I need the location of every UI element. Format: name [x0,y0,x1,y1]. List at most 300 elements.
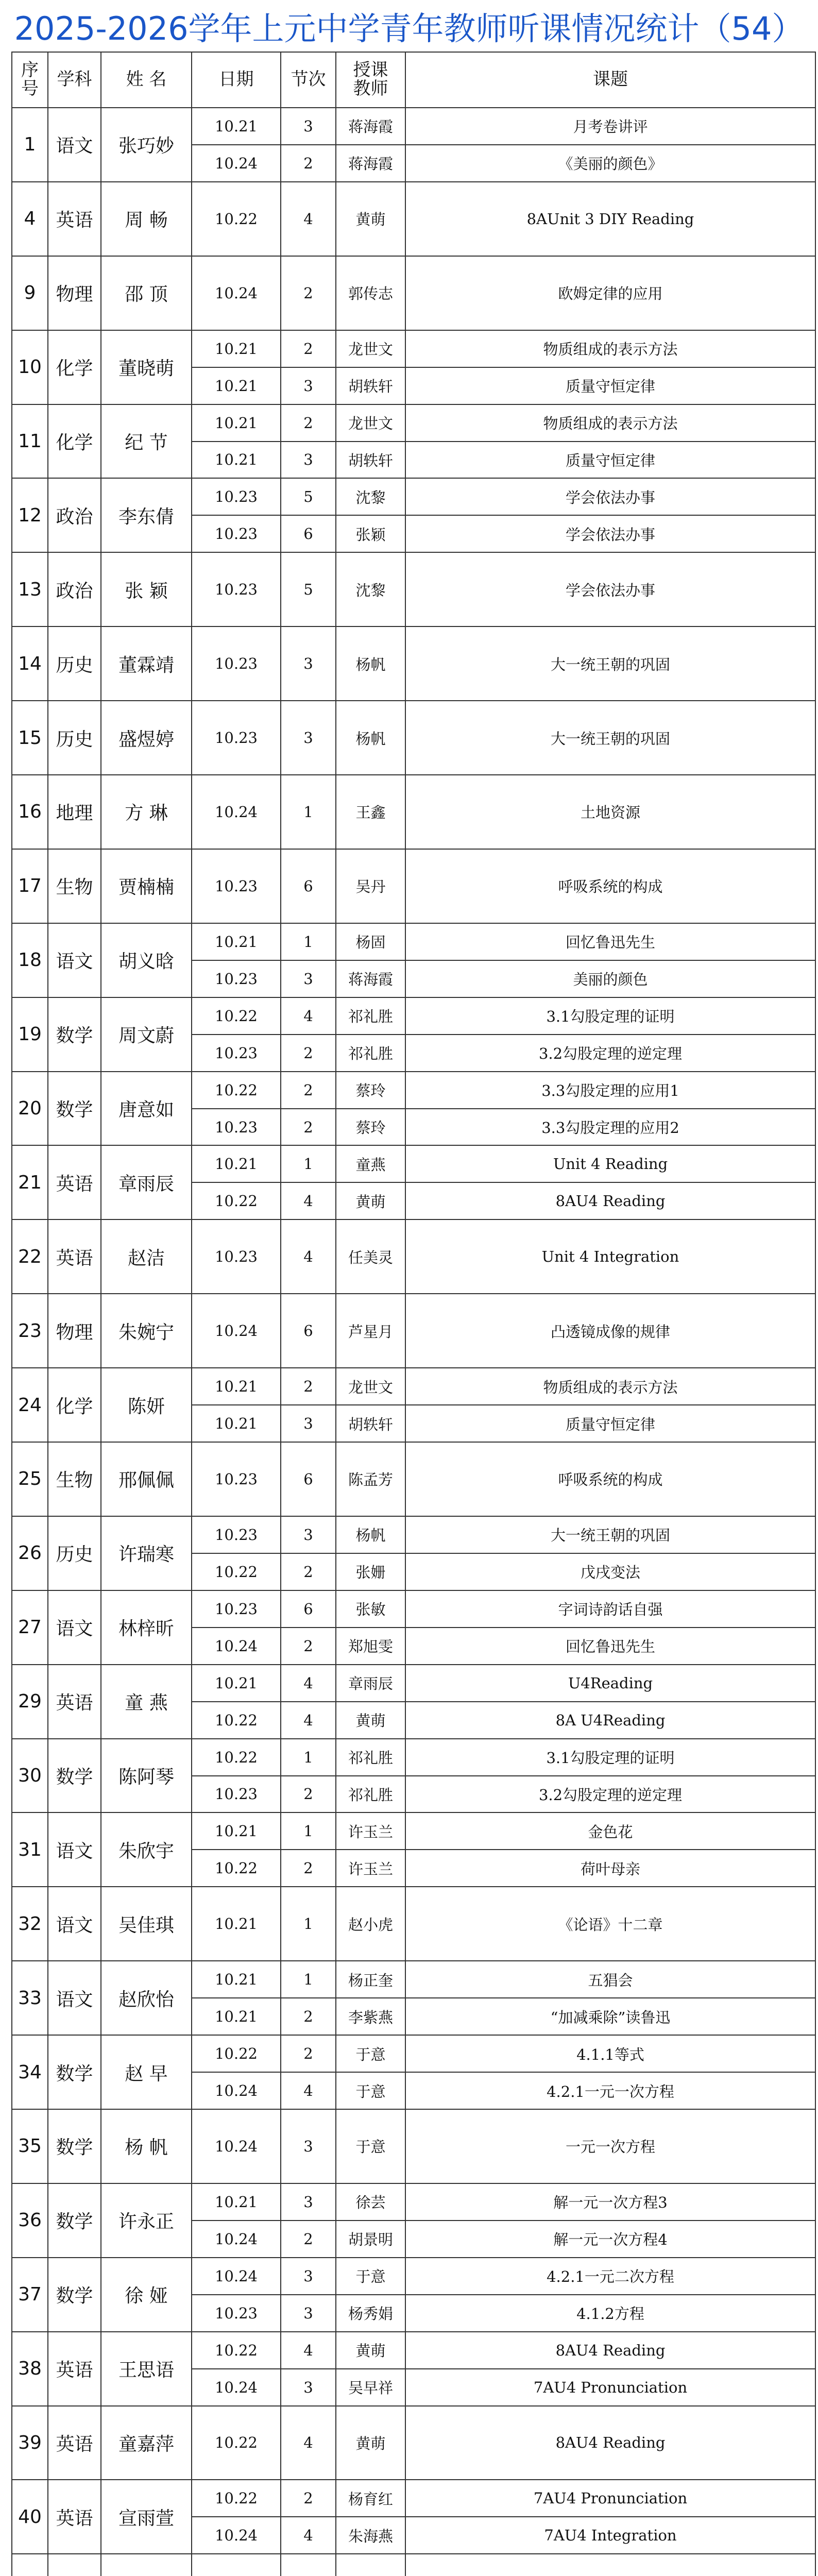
lecturer-cell: 蔡玲 [336,1109,405,1146]
date-cell: 10.23 [192,960,281,997]
period-cell: 4 [281,182,336,256]
lecturer-cell: 沈黎 [336,552,405,626]
subject-cell: 语文 [48,923,101,997]
teacher-name [101,2554,192,2576]
lecturer-cell: 章雨辰 [336,1665,405,1702]
topic-cell: Unit 4 Reading [405,1145,815,1182]
table-row [12,2406,815,2480]
topic-cell: 戊戌变法 [405,1553,815,1590]
topic-cell: 物质组成的表示方法 [405,330,815,367]
lecturer-cell: 杨帆 [336,1516,405,1553]
row-number: 40 [12,2480,48,2554]
period-cell: 3 [281,2258,336,2295]
period-cell: 3 [281,1516,336,1553]
row-number: 16 [12,775,48,849]
period-cell: 3 [281,626,336,701]
date-cell: 10.23 [192,626,281,701]
table-row [12,775,815,849]
table-row [12,2035,815,2072]
table-row [12,108,815,145]
date-cell: 10.21 [192,2183,281,2221]
lecturer-cell: 任美灵 [336,1219,405,1294]
lecturer-cell: 蔡玲 [336,1072,405,1109]
period-cell: 3 [281,2183,336,2221]
period-cell: 4 [281,1665,336,1702]
subject-cell: 语文 [48,108,101,182]
date-cell: 10.23 [192,849,281,923]
topic-cell: 8AUnit 3 DIY Reading [405,182,815,256]
lecturer-cell: 杨帆 [336,626,405,701]
lecturer-cell: 胡轶轩 [336,442,405,479]
period-cell: 3 [281,960,336,997]
date-cell: 10.22 [192,1072,281,1109]
date-cell: 10.24 [192,1294,281,1368]
topic-cell: 金色花 [405,1812,815,1850]
date-cell [192,2554,281,2576]
subject-cell: 英语 [48,1219,101,1294]
period-cell: 2 [281,330,336,367]
date-cell: 10.23 [192,1776,281,1813]
header-date: 日期 [192,52,281,108]
lecturer-cell: 杨固 [336,923,405,960]
table-row [12,849,815,923]
period-cell: 3 [281,2369,336,2406]
subject-cell [48,2554,101,2576]
date-cell: 10.23 [192,1516,281,1553]
lecturer-cell: 陈孟芳 [336,1442,405,1516]
subject-cell: 化学 [48,404,101,479]
table-row [12,1368,815,1405]
lecturer-cell: 赵小虎 [336,1887,405,1961]
period-cell: 5 [281,478,336,515]
date-cell: 10.22 [192,997,281,1035]
lecturer-cell: 吴丹 [336,849,405,923]
table-row [12,2258,815,2295]
topic-cell: 大一统王朝的巩固 [405,1516,815,1553]
topic-cell: 4.2.1一元一次方程 [405,2072,815,2109]
table-row [12,2480,815,2517]
lecturer-cell: 黄萌 [336,2406,405,2480]
table-row [12,182,815,256]
row-number: 25 [12,1442,48,1516]
teacher-name: 唐意如 [101,1072,192,1146]
teacher-name: 张巧妙 [101,108,192,182]
subject-cell: 物理 [48,256,101,330]
teacher-name: 赵洁 [101,1219,192,1294]
period-cell: 2 [281,1109,336,1146]
subject-cell: 历史 [48,701,101,775]
lecturer-cell: 张姗 [336,1553,405,1590]
topic-cell: 呼吸系统的构成 [405,849,815,923]
lecturer-cell: 蒋海霞 [336,108,405,145]
topic-cell: 3.3勾股定理的应用1 [405,1072,815,1109]
topic-cell: 质量守恒定律 [405,367,815,404]
lecturer-cell: 胡轶轩 [336,1405,405,1442]
date-cell: 10.21 [192,1665,281,1702]
topic-cell: 呼吸系统的构成 [405,1442,815,1516]
date-cell: 10.21 [192,367,281,404]
date-cell: 10.23 [192,552,281,626]
date-cell: 10.21 [192,1405,281,1442]
subject-cell: 数学 [48,2258,101,2332]
lecturer-cell: 黄萌 [336,182,405,256]
period-cell: 3 [281,108,336,145]
subject-cell: 数学 [48,2035,101,2109]
row-number: 22 [12,1219,48,1294]
row-number: 24 [12,1368,48,1442]
row-number: 26 [12,1516,48,1590]
table-row [12,1442,815,1516]
lecturer-cell: 郑旭雯 [336,1628,405,1665]
date-cell: 10.22 [192,1182,281,1219]
subject-cell: 语文 [48,1812,101,1887]
subject-cell: 英语 [48,2332,101,2406]
header-subject: 学科 [48,52,101,108]
teacher-name: 董晓萌 [101,330,192,404]
period-cell: 2 [281,1850,336,1887]
topic-cell: 3.2勾股定理的逆定理 [405,1035,815,1072]
period-cell: 3 [281,442,336,479]
period-cell: 3 [281,701,336,775]
table-row [12,552,815,626]
header-no: 序号 [12,52,48,108]
table-row [12,330,815,367]
subject-cell: 生物 [48,849,101,923]
teacher-name: 周 畅 [101,182,192,256]
date-cell: 10.24 [192,2109,281,2183]
subject-cell: 英语 [48,2480,101,2554]
topic-cell: 字词诗韵话自强 [405,1590,815,1628]
row-number: 19 [12,997,48,1072]
period-cell: 2 [281,145,336,182]
topic-cell [405,2554,815,2576]
teacher-name: 邢佩佩 [101,1442,192,1516]
row-number: 18 [12,923,48,997]
header-topic: 课题 [405,52,815,108]
lecturer-cell: 杨育红 [336,2480,405,2517]
topic-cell: 土地资源 [405,775,815,849]
lecturer-cell: 杨帆 [336,701,405,775]
lecturer-cell: 黄萌 [336,1182,405,1219]
row-number: 10 [12,330,48,404]
subject-cell: 语文 [48,1887,101,1961]
period-cell: 2 [281,256,336,330]
row-number: 39 [12,2406,48,2480]
period-cell: 3 [281,367,336,404]
date-cell: 10.22 [192,1739,281,1776]
period-cell: 6 [281,515,336,552]
teacher-name: 王思语 [101,2332,192,2406]
lecturer-cell: 许玉兰 [336,1812,405,1850]
statistics-table [11,52,816,2576]
topic-cell: 质量守恒定律 [405,1405,815,1442]
date-cell: 10.22 [192,1553,281,1590]
subject-cell: 语文 [48,1961,101,2035]
table-row [12,2332,815,2369]
subject-cell: 政治 [48,552,101,626]
period-cell: 4 [281,997,336,1035]
period-cell: 1 [281,923,336,960]
teacher-name: 许瑞寒 [101,1516,192,1590]
date-cell: 10.21 [192,404,281,442]
subject-cell: 化学 [48,1368,101,1442]
table-row [12,1294,815,1368]
topic-cell: 3.3勾股定理的应用2 [405,1109,815,1146]
date-cell: 10.21 [192,108,281,145]
period-cell: 1 [281,1887,336,1961]
topic-cell: 8AU4 Reading [405,2332,815,2369]
date-cell: 10.22 [192,1850,281,1887]
date-cell: 10.21 [192,442,281,479]
teacher-name: 方 琳 [101,775,192,849]
date-cell: 10.21 [192,1961,281,1998]
topic-cell: 物质组成的表示方法 [405,404,815,442]
teacher-name: 林梓昕 [101,1590,192,1665]
topic-cell: 学会依法办事 [405,478,815,515]
topic-cell: 4.2.1一元二次方程 [405,2258,815,2295]
date-cell: 10.21 [192,1998,281,2035]
date-cell: 10.22 [192,1702,281,1739]
date-cell: 10.22 [192,2480,281,2517]
teacher-name: 董霖靖 [101,626,192,701]
row-number: 4 [12,182,48,256]
lecturer-cell: 龙世文 [336,1368,405,1405]
topic-cell: “加减乘除”读鲁迅 [405,1998,815,2035]
table-row [12,1887,815,1961]
row-number: 32 [12,1887,48,1961]
row-number: 31 [12,1812,48,1887]
lecturer-cell: 许玉兰 [336,1850,405,1887]
period-cell: 2 [281,1072,336,1109]
row-number: 17 [12,849,48,923]
teacher-name: 朱婉宁 [101,1294,192,1368]
row-number: 36 [12,2183,48,2258]
lecturer-cell: 童燕 [336,1145,405,1182]
topic-cell: 欧姆定律的应用 [405,256,815,330]
row-number: 30 [12,1739,48,1813]
period-cell: 3 [281,1405,336,1442]
period-cell: 4 [281,2406,336,2480]
date-cell: 10.23 [192,478,281,515]
table-row [12,1665,815,1702]
row-number [12,2554,48,2576]
row-number: 1 [12,108,48,182]
subject-cell: 语文 [48,1590,101,1665]
period-cell: 6 [281,1442,336,1516]
subject-cell: 历史 [48,626,101,701]
teacher-name: 徐 娅 [101,2258,192,2332]
subject-cell: 生物 [48,1442,101,1516]
teacher-name: 陈阿琴 [101,1739,192,1813]
row-number: 14 [12,626,48,701]
lecturer-cell: 王鑫 [336,775,405,849]
table-row [12,478,815,515]
date-cell: 10.22 [192,182,281,256]
period-cell: 2 [281,404,336,442]
subject-cell: 英语 [48,1145,101,1219]
date-cell: 10.23 [192,1219,281,1294]
teacher-name: 李东倩 [101,478,192,552]
teacher-name: 朱欣宇 [101,1812,192,1887]
date-cell: 10.23 [192,1590,281,1628]
topic-cell: 质量守恒定律 [405,442,815,479]
subject-cell: 政治 [48,478,101,552]
row-number: 15 [12,701,48,775]
lecturer-cell: 于意 [336,2258,405,2295]
teacher-name: 吴佳琪 [101,1887,192,1961]
lecturer-cell: 于意 [336,2035,405,2072]
row-number: 34 [12,2035,48,2109]
period-cell: 2 [281,1035,336,1072]
row-number: 23 [12,1294,48,1368]
teacher-name: 赵 早 [101,2035,192,2109]
lecturer-cell: 杨秀娟 [336,2295,405,2332]
period-cell: 2 [281,1776,336,1813]
topic-cell: 一元一次方程 [405,2109,815,2183]
topic-cell: 《美丽的颜色》 [405,145,815,182]
teacher-name: 许永正 [101,2183,192,2258]
period-cell: 2 [281,2221,336,2258]
teacher-name: 周文蔚 [101,997,192,1072]
topic-cell: 8AU4 Reading [405,2406,815,2480]
row-number: 35 [12,2109,48,2183]
table-row [12,701,815,775]
period-cell: 4 [281,2517,336,2554]
teacher-name: 邵 顶 [101,256,192,330]
row-number: 11 [12,404,48,479]
topic-cell: 美丽的颜色 [405,960,815,997]
teacher-name: 张 颖 [101,552,192,626]
date-cell: 10.23 [192,1035,281,1072]
table-row [12,2554,815,2576]
topic-cell: 3.1勾股定理的证明 [405,1739,815,1776]
lecturer-cell: 蒋海霞 [336,960,405,997]
period-cell: 2 [281,2480,336,2517]
period-cell: 1 [281,1812,336,1850]
period-cell: 5 [281,552,336,626]
lecturer-cell: 祁礼胜 [336,1739,405,1776]
teacher-name: 杨 帆 [101,2109,192,2183]
lecturer-cell: 龙世文 [336,330,405,367]
date-cell: 10.22 [192,2406,281,2480]
period-cell: 1 [281,1145,336,1182]
table-row [12,1961,815,1998]
period-cell: 6 [281,1294,336,1368]
topic-cell: 3.2勾股定理的逆定理 [405,1776,815,1813]
lecturer-cell: 徐芸 [336,2183,405,2221]
table-row [12,1590,815,1628]
lecturer-cell: 李紫燕 [336,1998,405,2035]
period-cell: 4 [281,1182,336,1219]
date-cell: 10.21 [192,923,281,960]
teacher-name: 童嘉萍 [101,2406,192,2480]
lecturer-cell: 祁礼胜 [336,1035,405,1072]
lecturer-cell: 芦星月 [336,1294,405,1368]
period-cell: 3 [281,2295,336,2332]
date-cell: 10.23 [192,1442,281,1516]
page-title: 2025-2026学年上元中学青年教师听课情况统计（54） [14,9,804,47]
subject-cell: 英语 [48,1665,101,1739]
header-name: 姓 名 [101,52,192,108]
teacher-name: 陈妍 [101,1368,192,1442]
teacher-name: 盛煜婷 [101,701,192,775]
date-cell: 10.22 [192,2035,281,2072]
period-cell: 2 [281,1628,336,1665]
teacher-name: 童 燕 [101,1665,192,1739]
topic-cell: 回忆鲁迅先生 [405,923,815,960]
table-row [12,923,815,960]
topic-cell: 大一统王朝的巩固 [405,701,815,775]
row-number: 29 [12,1665,48,1739]
teacher-name: 章雨辰 [101,1145,192,1219]
lecturer-cell: 张敏 [336,1590,405,1628]
date-cell: 10.24 [192,2221,281,2258]
date-cell: 10.24 [192,1628,281,1665]
topic-cell: 7AU4 Integration [405,2517,815,2554]
topic-cell: 五猖会 [405,1961,815,1998]
table-row [12,2183,815,2221]
table-row [12,404,815,442]
topic-cell: 4.1.2方程 [405,2295,815,2332]
teacher-name: 宣雨萱 [101,2480,192,2554]
subject-cell: 历史 [48,1516,101,1590]
period-cell: 2 [281,1553,336,1590]
topic-cell: U4Reading [405,1665,815,1702]
period-cell: 4 [281,2072,336,2109]
topic-cell: 8AU4 Reading [405,1182,815,1219]
period-cell: 2 [281,1368,336,1405]
date-cell: 10.23 [192,515,281,552]
topic-cell: 3.1勾股定理的证明 [405,997,815,1035]
subject-cell: 地理 [48,775,101,849]
header-period: 节次 [281,52,336,108]
topic-cell: 凸透镜成像的规律 [405,1294,815,1368]
table-row [12,1145,815,1182]
row-number: 37 [12,2258,48,2332]
topic-cell: 大一统王朝的巩固 [405,626,815,701]
topic-cell: 学会依法办事 [405,515,815,552]
period-cell: 4 [281,1219,336,1294]
subject-cell: 数学 [48,1739,101,1813]
date-cell: 10.24 [192,2258,281,2295]
period-cell [281,2554,336,2576]
row-number: 20 [12,1072,48,1146]
date-cell: 10.23 [192,1109,281,1146]
table-row [12,1219,815,1294]
period-cell: 1 [281,1739,336,1776]
lecturer-cell: 于意 [336,2072,405,2109]
subject-cell: 数学 [48,2109,101,2183]
subject-cell: 英语 [48,182,101,256]
period-cell: 1 [281,775,336,849]
lecturer-cell: 祁礼胜 [336,1776,405,1813]
row-number: 27 [12,1590,48,1665]
teacher-name: 贾楠楠 [101,849,192,923]
lecturer-cell: 祁礼胜 [336,997,405,1035]
table-row [12,2109,815,2183]
table-row [12,256,815,330]
row-number: 13 [12,552,48,626]
lecturer-cell [336,2554,405,2576]
topic-cell: 7AU4 Pronunciation [405,2369,815,2406]
table-row [12,626,815,701]
lecturer-cell: 张颖 [336,515,405,552]
period-cell: 2 [281,2035,336,2072]
lecturer-cell: 胡轶轩 [336,367,405,404]
lecturer-cell: 朱海燕 [336,2517,405,2554]
table-header [12,52,815,108]
table-row [12,997,815,1035]
